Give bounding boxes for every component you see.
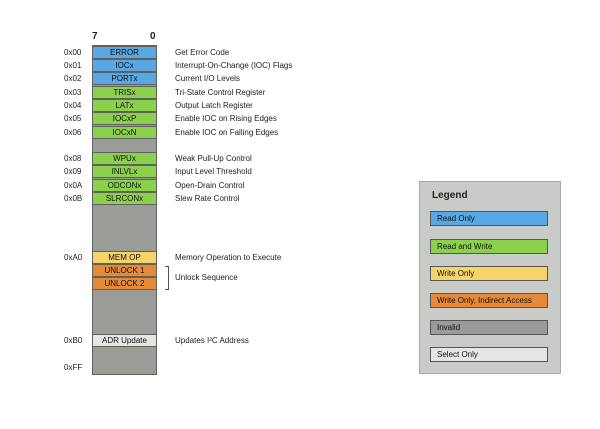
register-description: Weak Pull-Up Control bbox=[175, 154, 252, 163]
end-address: 0xFF bbox=[64, 363, 83, 372]
register-description: Get Error Code bbox=[175, 48, 230, 57]
legend bbox=[419, 181, 561, 374]
register-address: 0x03 bbox=[64, 88, 82, 97]
register-description: Current I/O Levels bbox=[175, 74, 240, 83]
register-cell: SLRCONx bbox=[92, 192, 157, 205]
legend-item: Invalid bbox=[430, 320, 548, 335]
register-address: 0x0A bbox=[64, 181, 83, 190]
register-cell: UNLOCK 2 bbox=[92, 277, 157, 290]
bit-label-low: 0 bbox=[150, 31, 156, 42]
register-cell: ODCONx bbox=[92, 179, 157, 192]
register-description: Enable IOC on Falling Edges bbox=[175, 128, 279, 137]
register-address: 0xB0 bbox=[64, 336, 83, 345]
register-description: Interrupt-On-Change (IOC) Flags bbox=[175, 61, 293, 70]
register-address: 0x04 bbox=[64, 101, 82, 110]
legend-item: Write Only bbox=[430, 266, 548, 281]
register-cell: IOCx bbox=[92, 59, 157, 72]
register-cell: PORTx bbox=[92, 72, 157, 85]
register-cell: ADR Update bbox=[92, 334, 157, 347]
register-cell: TRISx bbox=[92, 86, 157, 99]
register-address: 0x02 bbox=[64, 74, 82, 83]
register-address: 0xA0 bbox=[64, 253, 83, 262]
legend-item: Read and Write bbox=[430, 239, 548, 254]
register-cell: LATx bbox=[92, 99, 157, 112]
register-address: 0x0B bbox=[64, 194, 83, 203]
bit-label-high: 7 bbox=[92, 31, 98, 42]
register-address: 0x01 bbox=[64, 61, 82, 70]
legend-title: Legend bbox=[432, 190, 468, 201]
register-description: Output Latch Register bbox=[175, 101, 253, 110]
register-cell: IOCxN bbox=[92, 126, 157, 139]
register-address: 0x05 bbox=[64, 114, 82, 123]
register-description: Open-Drain Control bbox=[175, 181, 245, 190]
register-description: Updates I²C Address bbox=[175, 336, 249, 345]
register-cell: IOCxP bbox=[92, 112, 157, 125]
register-description: Memory Operation to Execute bbox=[175, 253, 282, 262]
register-address: 0x06 bbox=[64, 128, 82, 137]
register-address: 0x09 bbox=[64, 167, 82, 176]
register-description: Input Level Threshold bbox=[175, 167, 252, 176]
register-cell: ERROR bbox=[92, 46, 157, 59]
unlock-bracket bbox=[165, 266, 169, 290]
register-cell: INLVLx bbox=[92, 165, 157, 178]
register-cell: MEM OP bbox=[92, 251, 157, 264]
register-address: 0x00 bbox=[64, 48, 82, 57]
register-description: Enable IOC on Rising Edges bbox=[175, 114, 277, 123]
register-cell: UNLOCK 1 bbox=[92, 264, 157, 277]
register-cell: WPUx bbox=[92, 152, 157, 165]
unlock-sequence-label: Unlock Sequence bbox=[175, 273, 238, 282]
legend-item: Write Only, Indirect Access bbox=[430, 293, 548, 308]
register-description: Tri-State Control Register bbox=[175, 88, 266, 97]
legend-item: Read Only bbox=[430, 211, 548, 226]
register-address: 0x08 bbox=[64, 154, 82, 163]
register-description: Slew Rate Control bbox=[175, 194, 240, 203]
legend-item: Select Only bbox=[430, 347, 548, 362]
